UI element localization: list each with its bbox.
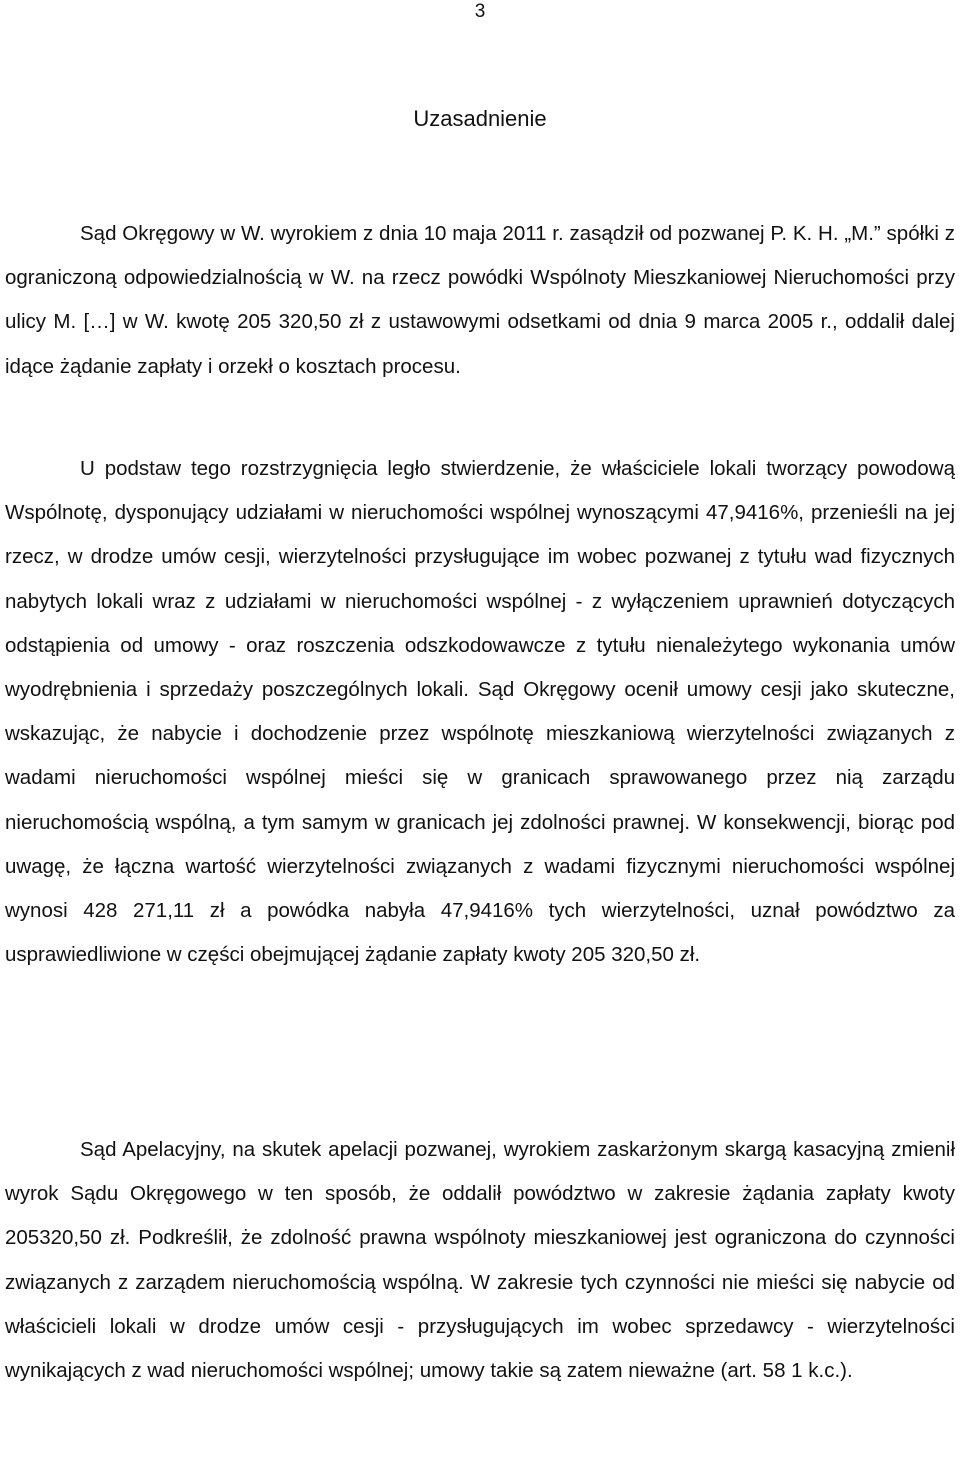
paragraph-3-block	[5, 1128, 955, 1393]
paragraph-1: Sąd Okręgowy w W. wyrokiem z dnia 10 maja 2011 r. zasądził od pozwanej P. K. H. „M.” spółki z ograniczoną odpowiedzialnością w W. na rzecz powódki Wspólnoty Mieszkaniowej Nieruchomości przy ulicy M. […] w W. kwotę 205 320,50 zł z ustawowymi odsetkami od dnia 9 marca 2005 r., oddalił dalej idące żądanie zapłaty i orzekł o kosztach procesu.	[5, 222, 955, 378]
paragraph-1-block	[5, 212, 955, 389]
page-number: 3	[474, 1, 486, 22]
document-heading: Uzasadnienie	[413, 106, 547, 131]
paragraph-3: Sąd Apelacyjny, na skutek apelacji pozwanej, wyrokiem zaskarżonym skargą kasacyjną zmienił wyrok Sądu Okręgowego w ten sposób, że oddalił powództwo w zakresie żądania zapłaty kwoty 205320,50 zł. Podkreślił, że zdolność prawna wspólnoty mieszkaniowej jest ograniczona do czynności związanych z zarządem nieruchomością wspólną. W zakresie tych czynności nie mieści się nabycie od właścicieli lokali w drodze umów cesji - przysługujących im wobec sprzedawcy - wierzytelności wynikających z wad nieruchomości wspólnej; umowy takie są zatem nieważne (art. 58 1 k.c.).	[5, 1138, 955, 1383]
paragraph-2: U podstaw tego rozstrzygnięcia legło stwierdzenie, że właściciele lokali tworzący powodową Wspólnotę, dysponujący udziałami w nieruchomości wspólnej wynoszącymi 47,9416%, przenieśli na jej rzecz, w drodze umów cesji, wierzytelności przysługujące im wobec pozwanej z tytułu wad fizycznych nabytych lokali wraz z udziałami w nieruchomości wspólnej - z wyłączeniem uprawnień dotyczących odstąpienia od umowy - oraz roszczenia odszkodowawcze z tytułu nienależytego wykonania umów wyodrębnienia i sprzedaży poszczególnych lokali. Sąd Okręgowy ocenił umowy cesji jako skuteczne, wskazując, że nabycie i dochodzenie przez wspólnotę mieszkaniową wierzytelności związanych z wadami nieruchomości wspólnej mieści się w granicach sprawowanego przez nią zarządu nieruchomością wspólną, a tym samym w granicach jej zdolności prawnej. W konsekwencji, biorąc pod uwagę, że łączna wartość wierzytelności związanych z wadami fizycznymi nieruchomości wspólnej wynosi 428 271,11 zł a powódka nabyła 47,9416% tych wierzytelności, uznał powództwo za usprawiedliwione w części obejmującej żądanie zapłaty kwoty 205 320,50 zł.	[5, 457, 955, 967]
paragraph-2-block	[5, 447, 955, 977]
